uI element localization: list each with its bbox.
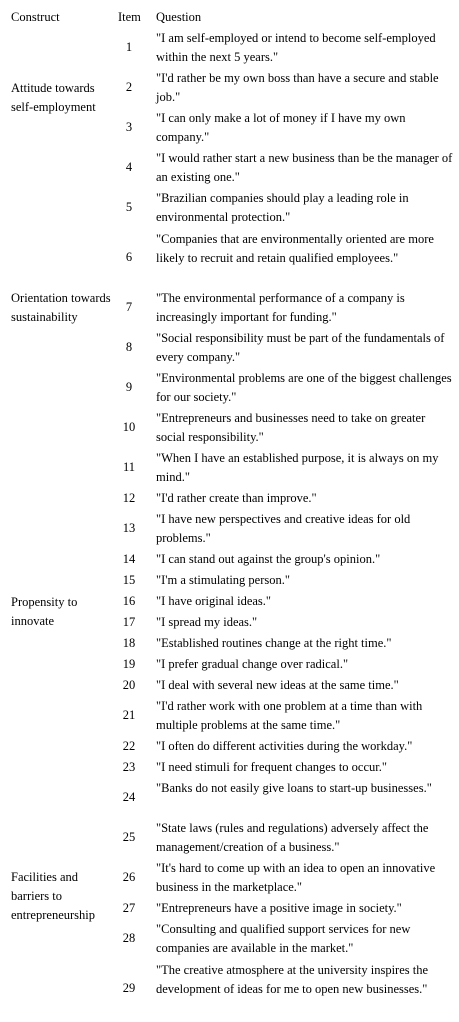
question-text: "Companies that are environmentally oriented are more likely to recruit and retain qualified employees." — [156, 232, 434, 265]
item-number: 7 — [125, 300, 133, 314]
question-text: "Environmental problems are one of the biggest challenges for our society." — [156, 371, 452, 404]
question-text: "When I have an established purpose, it is always on my mind." — [156, 451, 439, 484]
question-text: "I'd rather create than improve." — [156, 491, 317, 505]
question-text: "I have original ideas." — [156, 594, 272, 608]
item-number: 20 — [122, 678, 136, 692]
question-text: "I need stimuli for frequent changes to occur." — [156, 760, 387, 774]
item-number: 27 — [122, 901, 136, 915]
item-number: 2 — [125, 80, 133, 94]
question-text: "Brazilian companies should play a leading role in environmental protection." — [156, 191, 409, 224]
question-text: "I deal with several new ideas at the same time." — [156, 678, 399, 692]
header-question: Question — [156, 10, 202, 24]
construct-facilities: Facilities and barriers to entrepreneurship — [11, 870, 95, 922]
item-number: 15 — [122, 573, 136, 587]
item-number: 18 — [122, 636, 136, 650]
question-text: "I prefer gradual change over radical." — [156, 657, 349, 671]
question-text: "The creative atmosphere at the university inspires the development of ideas for me to open new businesses." — [156, 963, 429, 996]
item-number: 23 — [122, 760, 136, 774]
question-text: "I can only make a lot of money if I have my own company." — [156, 111, 406, 144]
question-text: "I have new perspectives and creative ideas for old problems." — [156, 512, 411, 545]
question-text: "Banks do not easily give loans to start-up businesses." — [156, 781, 432, 795]
question-text: "Established routines change at the right time." — [156, 636, 392, 650]
header-construct: Construct — [11, 10, 60, 24]
item-number: 11 — [122, 460, 136, 474]
item-number: 9 — [125, 380, 133, 394]
item-number: 14 — [122, 552, 136, 566]
question-text: "I am self-employed or intend to become self-employed within the next 5 years." — [156, 31, 436, 64]
item-number: 10 — [122, 420, 136, 434]
question-text: "Entrepreneurs and businesses need to take on greater social responsibility." — [156, 411, 426, 444]
question-text: "I'd rather be my own boss than have a secure and stable job." — [156, 71, 439, 104]
item-number: 8 — [125, 340, 133, 354]
item-number: 5 — [125, 200, 133, 214]
item-number: 22 — [122, 739, 136, 753]
item-number: 26 — [122, 870, 136, 884]
item-number: 29 — [122, 981, 136, 995]
item-number: 12 — [122, 491, 136, 505]
question-text: "I can stand out against the group's opinion." — [156, 552, 381, 566]
question-text: "I would rather start a new business than be the manager of an existing one." — [156, 151, 453, 184]
question-text: "State laws (rules and regulations) adversely affect the management/creation of a business." — [156, 821, 429, 854]
item-number: 21 — [122, 708, 136, 722]
question-text: "Social responsibility must be part of the fundamentals of every company." — [156, 331, 445, 364]
item-number: 17 — [122, 615, 136, 629]
item-number: 1 — [125, 40, 133, 54]
item-number: 4 — [125, 160, 133, 174]
question-text: "I'm a stimulating person." — [156, 573, 290, 587]
question-text: "I spread my ideas." — [156, 615, 258, 629]
question-text: "I'd rather work with one problem at a time than with multiple problems at the same time." — [156, 699, 423, 732]
question-text: "Entrepreneurs have a positive image in society." — [156, 901, 402, 915]
item-number: 6 — [125, 250, 133, 264]
item-number: 25 — [122, 830, 136, 844]
question-text: "I often do different activities during the workday." — [156, 739, 413, 753]
question-text: "It's hard to come up with an idea to open an innovative business in the marketplace." — [156, 861, 436, 894]
item-number: 16 — [122, 594, 136, 608]
construct-innovate: Propensity to innovate — [11, 595, 78, 628]
item-number: 24 — [122, 790, 136, 804]
item-number: 19 — [122, 657, 136, 671]
item-number: 28 — [122, 931, 136, 945]
question-text: "Consulting and qualified support services for new companies are available in the market." — [156, 922, 411, 955]
item-number: 3 — [125, 120, 133, 134]
construct-attitude: Attitude towards self-employment — [11, 81, 96, 114]
item-number: 13 — [122, 521, 136, 535]
construct-sustainability: Orientation towards sustainability — [11, 291, 111, 324]
header-item: Item — [118, 10, 141, 24]
question-text: "The environmental performance of a company is increasingly important for funding." — [156, 291, 405, 324]
